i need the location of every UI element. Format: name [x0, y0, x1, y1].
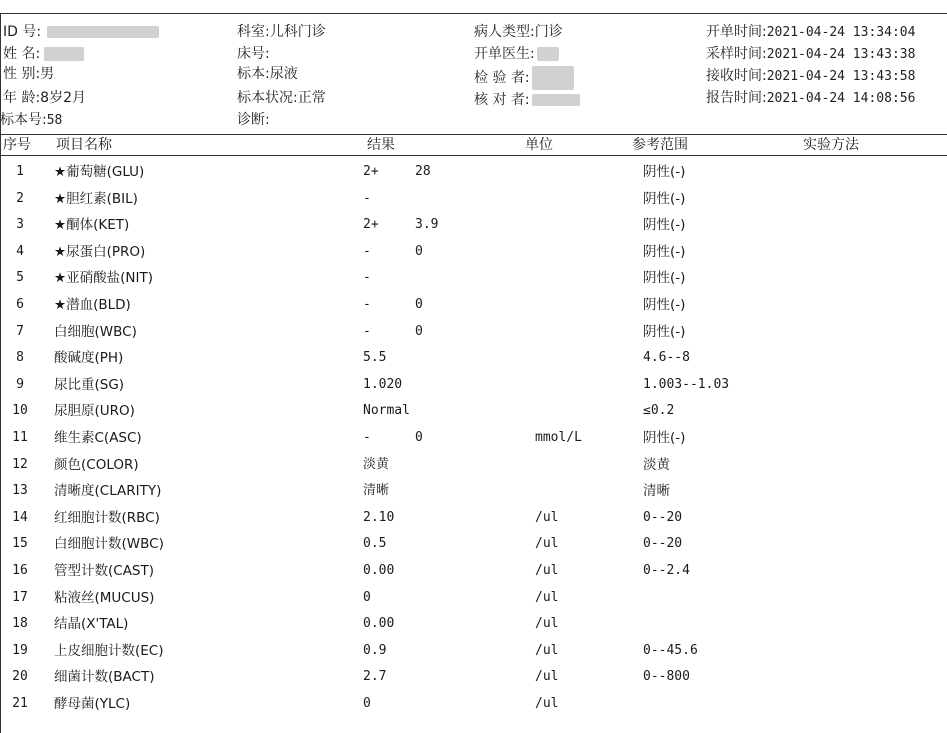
result-value: - — [363, 323, 371, 339]
reference-range: 阴性(-) — [643, 243, 686, 260]
result-value: 清晰 — [363, 483, 390, 499]
reference-range: 0--2.4 — [643, 563, 690, 578]
report-time-value: 2021-04-24 14:08:56 — [766, 91, 916, 106]
report-time — [706, 88, 915, 109]
table-row — [0, 265, 947, 292]
redacted-inspector — [532, 66, 574, 90]
item-name: 尿比重(SG) — [54, 376, 125, 393]
patient-id-label: ID 号: — [3, 24, 42, 40]
specimen-type-label: 标本: — [237, 66, 270, 82]
column-header-divider — [0, 155, 947, 156]
row-number: 11 — [12, 430, 28, 445]
specimen-number-label: 标本号: — [0, 112, 47, 128]
patient-age — [3, 88, 86, 108]
checker-label: 核 对 者: — [474, 92, 530, 108]
result-value: 2.10 — [363, 509, 395, 525]
bed-number — [237, 44, 270, 64]
item-name: ★潜血(BLD) — [54, 297, 131, 313]
item-name: ★胆红素(BIL) — [54, 190, 138, 207]
unit-value: /ul — [535, 563, 559, 578]
table-row — [0, 239, 947, 266]
unit-value: /ul — [535, 669, 559, 685]
top-divider — [0, 13, 947, 14]
specimen-status-label: 标本状况: — [237, 90, 298, 106]
reference-range: 0--20 — [643, 509, 683, 525]
redacted-name — [44, 47, 84, 61]
result-value: 1.020 — [363, 376, 403, 392]
item-name: 酵母菌(YLC) — [54, 696, 131, 712]
result-value: 0.00 — [363, 563, 395, 578]
result-value: 5.5 — [363, 350, 387, 366]
result-value: 淡黄 — [363, 456, 390, 472]
col-header-unit: 单位 — [525, 137, 553, 153]
result-value: Normal — [363, 403, 410, 419]
sample-time-value: 2021-04-24 13:43:38 — [766, 47, 916, 62]
ordering-doctor-label: 开单医生: — [474, 46, 535, 62]
result-value: - — [363, 430, 371, 445]
item-name: ★葡萄糖(GLU) — [54, 164, 145, 180]
table-row — [0, 585, 947, 612]
col-header-result: 结果 — [367, 137, 395, 153]
redacted-checker — [532, 94, 580, 106]
ordering-doctor — [474, 44, 559, 64]
result-value: 2+ — [363, 164, 379, 179]
table-row — [0, 425, 947, 452]
patient-sex-value: 男 — [40, 66, 55, 82]
table-row — [0, 558, 947, 585]
item-name: ★尿蛋白(PRO) — [54, 243, 146, 260]
result-value: 0.00 — [363, 616, 395, 632]
order-time-value: 2021-04-24 13:34:04 — [766, 25, 916, 40]
row-number: 18 — [12, 616, 28, 632]
row-number: 19 — [12, 642, 28, 658]
result-number: 0 — [415, 243, 423, 259]
report-time-label: 报告时间: — [706, 90, 767, 106]
bed-number-label: 床号: — [237, 46, 270, 62]
item-name: 管型计数(CAST) — [54, 563, 155, 579]
order-time-label: 开单时间: — [706, 24, 767, 40]
specimen-type-value: 尿液 — [269, 66, 298, 82]
table-row — [0, 319, 947, 346]
sample-time-label: 采样时间: — [706, 46, 767, 62]
reference-range: 1.003--1.03 — [643, 376, 730, 392]
row-number: 3 — [16, 217, 24, 233]
result-value: 0.5 — [363, 536, 387, 552]
specimen-number-value: 58 — [46, 113, 63, 128]
patient-name-label: 姓 名: — [3, 46, 41, 62]
row-number: 4 — [16, 243, 24, 259]
table-row — [0, 345, 947, 372]
result-number: 28 — [415, 164, 431, 179]
row-number: 12 — [12, 456, 28, 472]
patient-sex — [3, 64, 54, 84]
reference-range: 阴性(-) — [643, 217, 686, 234]
row-number: 17 — [12, 589, 28, 605]
department-label: 科室: — [237, 24, 270, 40]
reference-range: 阴性(-) — [643, 297, 686, 313]
result-value: - — [363, 270, 371, 286]
reference-range: 阴性(-) — [643, 164, 686, 180]
specimen-status — [237, 88, 326, 108]
result-value: - — [363, 297, 371, 312]
table-row — [0, 611, 947, 638]
unit-value: /ul — [535, 616, 559, 632]
row-number: 9 — [16, 376, 24, 392]
item-name: 尿胆原(URO) — [54, 403, 135, 420]
col-header-ref: 参考范围 — [632, 137, 688, 153]
reference-range: 4.6--8 — [643, 350, 690, 366]
col-header-method: 实验方法 — [803, 137, 859, 153]
table-row — [0, 531, 947, 558]
item-name: 上皮细胞计数(EC) — [54, 642, 164, 659]
order-time — [706, 22, 915, 43]
reference-range: 阴性(-) — [643, 270, 686, 287]
item-name: 白细胞计数(WBC) — [54, 536, 164, 553]
row-number: 1 — [16, 164, 24, 179]
unit-value: /ul — [535, 536, 559, 552]
table-row — [0, 398, 947, 425]
result-value: 0.9 — [363, 642, 387, 658]
reference-range: 0--800 — [643, 669, 690, 685]
result-number: 0 — [415, 430, 423, 445]
reference-range: 0--20 — [643, 536, 683, 552]
result-number: 0 — [415, 323, 423, 339]
receive-time-label: 接收时间: — [706, 68, 767, 84]
result-value: - — [363, 243, 371, 259]
reference-range: 阴性(-) — [643, 190, 686, 207]
item-name: 酸碱度(PH) — [54, 350, 124, 367]
department — [237, 22, 326, 42]
table-row — [0, 159, 947, 186]
item-name: ★酮体(KET) — [54, 217, 130, 234]
patient-name — [3, 44, 84, 64]
department-value: 儿科门诊 — [269, 24, 326, 40]
item-name: 维生素C(ASC) — [54, 430, 142, 446]
receive-time — [706, 66, 915, 87]
table-row — [0, 292, 947, 319]
unit-value: /ul — [535, 509, 559, 525]
inspector — [474, 66, 574, 90]
row-number: 14 — [12, 509, 28, 525]
diagnosis — [237, 110, 270, 130]
diagnosis-label: 诊断: — [237, 112, 270, 128]
item-name: 颜色(COLOR) — [54, 456, 139, 473]
item-name: 细菌计数(BACT) — [54, 669, 155, 686]
specimen-status-value: 正常 — [297, 90, 326, 106]
result-value: 0 — [363, 696, 371, 711]
item-name: ★亚硝酸盐(NIT) — [54, 270, 153, 287]
reference-range: 淡黄 — [643, 456, 670, 473]
redacted-id — [47, 26, 159, 38]
table-row — [0, 664, 947, 691]
item-name: 结晶(X'TAL) — [54, 616, 129, 633]
row-number: 21 — [12, 696, 28, 711]
table-row — [0, 372, 947, 399]
specimen-type — [237, 64, 298, 84]
row-number: 5 — [16, 270, 24, 286]
inspector-label: 检 验 者: — [474, 70, 530, 86]
reference-range: 0--45.6 — [643, 642, 698, 658]
patient-age-label: 年 龄: — [3, 90, 41, 106]
result-value: 0 — [363, 589, 371, 605]
patient-type — [474, 22, 563, 42]
row-number: 6 — [16, 297, 24, 312]
specimen-number — [0, 110, 62, 131]
result-value: 2+ — [363, 217, 379, 233]
result-value: 2.7 — [363, 669, 387, 685]
patient-sex-label: 性 别: — [3, 66, 41, 82]
receive-time-value: 2021-04-24 13:43:58 — [766, 69, 916, 84]
unit-value: mmol/L — [535, 430, 582, 445]
row-number: 2 — [16, 190, 24, 206]
table-row — [0, 186, 947, 213]
item-name: 粘液丝(MUCUS) — [54, 589, 155, 606]
result-value: - — [363, 190, 371, 206]
col-header-name: 项目名称 — [56, 137, 112, 153]
table-row — [0, 478, 947, 505]
table-row — [0, 505, 947, 532]
row-number: 16 — [12, 563, 28, 578]
row-number: 20 — [12, 669, 28, 685]
row-number: 10 — [12, 403, 28, 419]
table-row — [0, 452, 947, 479]
unit-value: /ul — [535, 696, 559, 711]
item-name: 白细胞(WBC) — [54, 323, 137, 340]
redacted-doctor — [537, 47, 559, 61]
result-number: 3.9 — [415, 217, 439, 233]
reference-range: 阴性(-) — [643, 430, 686, 446]
row-number: 8 — [16, 350, 24, 366]
patient-age-value: 8岁2月 — [40, 90, 86, 106]
header-divider — [0, 134, 947, 135]
reference-range: 清晰 — [643, 483, 670, 500]
reference-range: ≤0.2 — [643, 403, 675, 419]
row-number: 13 — [12, 483, 28, 499]
reference-range: 阴性(-) — [643, 323, 686, 340]
item-name: 红细胞计数(RBC) — [54, 509, 160, 526]
unit-value: /ul — [535, 642, 559, 658]
patient-id — [3, 22, 159, 42]
table-row — [0, 212, 947, 239]
row-number: 15 — [12, 536, 28, 552]
result-number: 0 — [415, 297, 423, 312]
table-row — [0, 691, 947, 718]
unit-value: /ul — [535, 589, 559, 605]
item-name: 清晰度(CLARITY) — [54, 483, 162, 500]
patient-type-label: 病人类型: — [474, 24, 535, 40]
patient-type-value: 门诊 — [534, 24, 563, 40]
row-number: 7 — [16, 323, 24, 339]
sample-time — [706, 44, 915, 65]
checker — [474, 90, 580, 110]
report-title-clipped — [0, 0, 947, 12]
col-header-no: 序号 — [3, 137, 31, 153]
table-row — [0, 638, 947, 665]
